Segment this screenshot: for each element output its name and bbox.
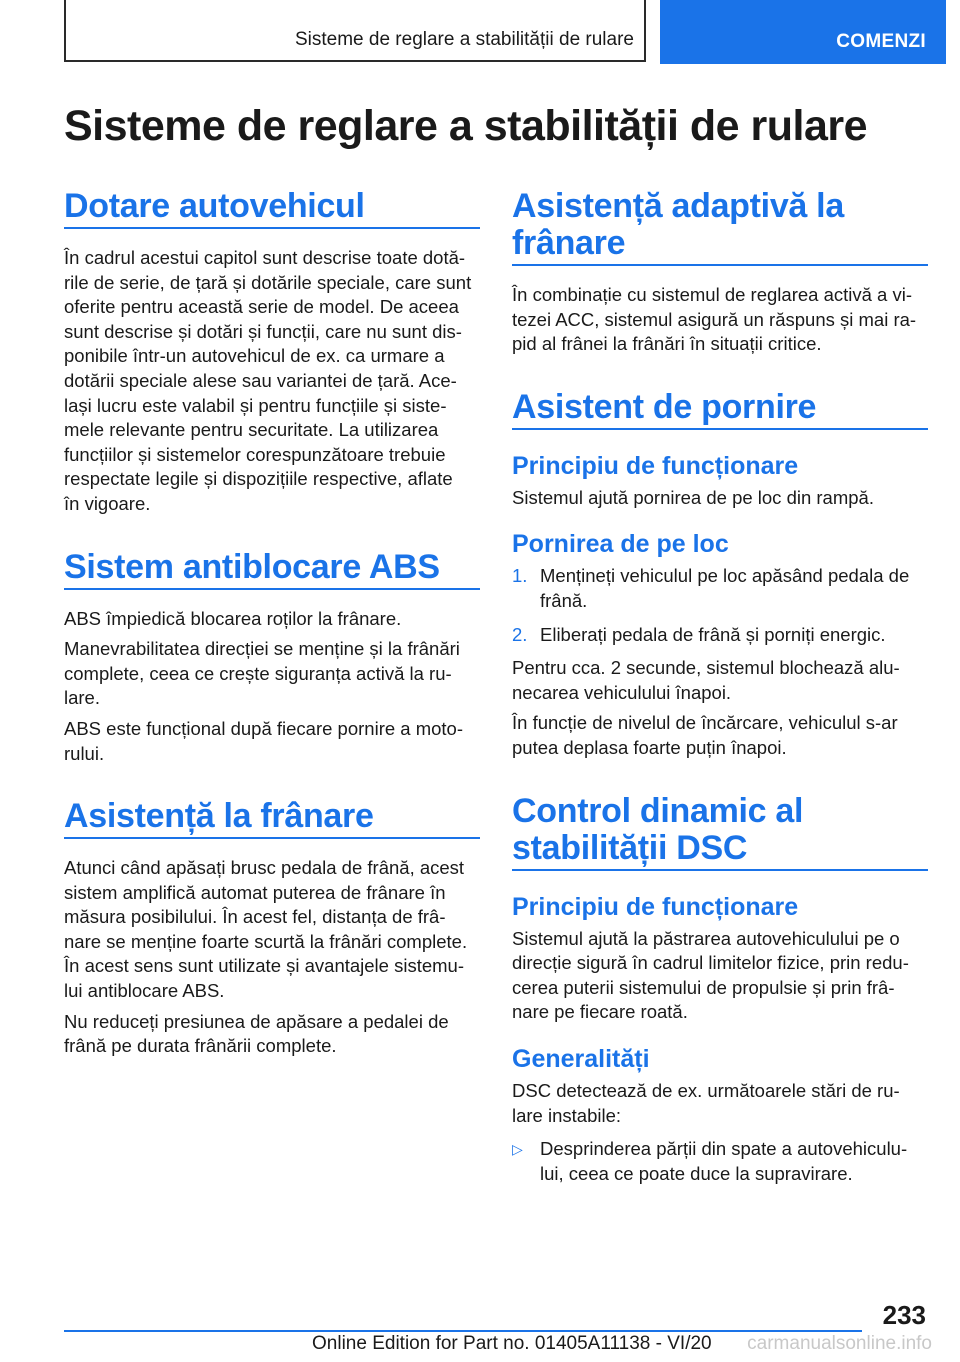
heading-asistenta-adaptiva (512, 188, 928, 266)
heading-asistenta-franare: Asistență la frânare (64, 798, 480, 839)
text-line: În cadrul acestui capitol sunt descrise toate dotă‐ (64, 247, 466, 268)
text-line: Pentru cca. 2 secunde, sistemul blochează alu‐ (512, 657, 900, 679)
paragraph-abs-3 (64, 717, 480, 766)
tab-comenzi[interactable] (660, 0, 946, 64)
text-line: lui, ceea ce poate duce la supravirare. (540, 1162, 853, 1184)
paragraph-generalitati (512, 1079, 928, 1128)
paragraph-pornire-1 (512, 656, 928, 705)
subheading-principiu-dsc: Principiu de funcționare (512, 892, 799, 921)
tab-comenzi-label: COMENZI (836, 31, 926, 52)
heading-line: Asistență adaptivă la (512, 187, 844, 225)
step-number: 2. (512, 623, 528, 645)
text-line: Manevrabilitatea direcției se menține și la frânări (64, 638, 460, 660)
heading-control-dsc (512, 793, 928, 871)
footer-divider (64, 1330, 862, 1332)
text-line: direcție sigură în cadrul limitelor fizice, prin redu‐ (512, 952, 909, 974)
paragraph-principiu-dsc (512, 927, 928, 1025)
text-line: În funcție de nivelul de încărcare, vehiculul s-ar (512, 712, 898, 734)
text-line: măsura posibilului. În acest fel, distanța de frâ‐ (64, 906, 446, 928)
paragraph-abs-1: ABS împiedică blocarea roților la frânare. (64, 607, 402, 629)
heading-line: frânare (512, 224, 626, 262)
watermark-text: carmanualsonline.info (747, 1333, 932, 1354)
heading-sistem-abs: Sistem antiblocare ABS (64, 549, 480, 590)
text-line: DSC detectează de ex. următoarele stări de ru‐ (512, 1079, 900, 1101)
text-line: respectate legile și dispozițiile respective, aflate (64, 468, 453, 490)
paragraph-pornire-2 (512, 711, 928, 760)
header-section-title: Sisteme de reglare a stabilității de rulare (294, 29, 634, 50)
paragraph-dotare (64, 246, 480, 517)
bullet-item (512, 1137, 928, 1186)
heading-asistent-pornire: Asistent de pornire (512, 389, 928, 430)
subheading-pornirea-de-pe-loc: Pornirea de pe loc (512, 530, 729, 559)
text-line: frână pe durata frânării complete. (64, 1035, 337, 1057)
text-line: pid al frânei la frânări în situații critice. (512, 333, 822, 355)
steps-list (512, 564, 928, 647)
paragraph-abs-2 (64, 637, 480, 711)
text-line: mele relevante pentru securitate. La utilizarea (64, 419, 439, 441)
text-line: oferite pentru această serie de model. De aceea (64, 296, 459, 318)
heading-dotare-autovehicul: Dotare autovehicul (64, 188, 480, 229)
header-section-box (64, 0, 646, 62)
text-line: Mențineți vehiculul pe loc apăsând pedala de (540, 565, 910, 587)
text-line: cerea puterii sistemului de propulsie și prin frâ‐ (512, 976, 895, 998)
text-line: sunt descrise și dotări și funcții, care nu sunt dis‐ (64, 320, 462, 342)
text-line: nare pe fiecare roată. (512, 1001, 688, 1023)
text-line: Desprinderea părții din spate a autovehiculu‐ (540, 1138, 908, 1160)
text-line: lași lucru este valabil și pentru funcțiile și siste‐ (64, 394, 447, 416)
subheading-principiu-pornire: Principiu de funcționare (512, 451, 799, 480)
page-number: 233 (882, 1300, 926, 1330)
paragraph-asistenta-1 (64, 856, 480, 1004)
text-line: Nu reduceți presiunea de apăsare a pedalei de (64, 1010, 449, 1032)
step-number: 1. (512, 565, 528, 587)
text-line: rului. (64, 742, 105, 764)
text-line: dotării speciale alese sau variantei de țară. Ace‐ (64, 369, 457, 391)
text-line: Sistemul ajută la păstrarea autovehiculului pe o (512, 927, 900, 949)
text-line: tezei ACC, sistemul asigură un răspuns și mai ra‐ (512, 308, 917, 330)
text-line: Atunci când apăsați brusc pedala de frână, acest (64, 857, 465, 879)
text-line: lui antiblocare ABS. (64, 980, 225, 1002)
paragraph-adaptiva (512, 283, 928, 357)
text-line: frână. (540, 589, 588, 611)
text-line: Eliberați pedala de frână și porniți energic. (540, 623, 886, 645)
heading-line: Control dinamic al (512, 791, 804, 830)
subheading-generalitati: Generalități (512, 1044, 650, 1073)
text-line: în vigoare. (64, 492, 151, 514)
text-line: În acest sens sunt utilizate și avantajele sistemu‐ (64, 955, 464, 977)
paragraph-principiu-pornire: Sistemul ajută pornirea de pe loc din rampă. (512, 486, 874, 508)
paragraph-asistenta-2 (64, 1010, 480, 1059)
list-item (512, 623, 928, 648)
text-line: sistem amplifică automat puterea de frânare în (64, 881, 446, 903)
text-line: necarea vehiculului înapoi. (512, 681, 732, 703)
page-title: Sisteme de reglare a stabilității de rulare (64, 102, 868, 150)
text-line: rile de serie, de țară și dotările speciale, care sunt (64, 271, 472, 293)
text-line: lare. (64, 687, 100, 709)
text-line: putea deplasa foarte puțin înapoi. (512, 736, 787, 758)
text-line: În combinație cu sistemul de reglarea activă a vi‐ (512, 284, 912, 305)
left-column (64, 188, 480, 1059)
right-column (512, 188, 928, 1186)
text-line: complete, ceea ce crește siguranța activă la ru‐ (64, 662, 452, 684)
text-line: ponibile într-un autovehicul de ex. ca urmare a (64, 345, 445, 367)
text-line: lare instabile: (512, 1104, 622, 1126)
bullet-triangle-icon: ▷ (512, 1141, 523, 1158)
text-line: ABS este funcțional după fiecare pornire a moto‐ (64, 717, 464, 739)
heading-line: stabilității DSC (512, 828, 748, 867)
list-item (512, 564, 928, 613)
text-line: nare se menține foarte scurtă la frânări complete. (64, 930, 468, 952)
footer-edition-text: Online Edition for Part no. 01405A11138 - VI/20 (312, 1333, 712, 1354)
text-line: funcțiilor și sistemelor corespunzătoare trebuie (64, 443, 446, 465)
